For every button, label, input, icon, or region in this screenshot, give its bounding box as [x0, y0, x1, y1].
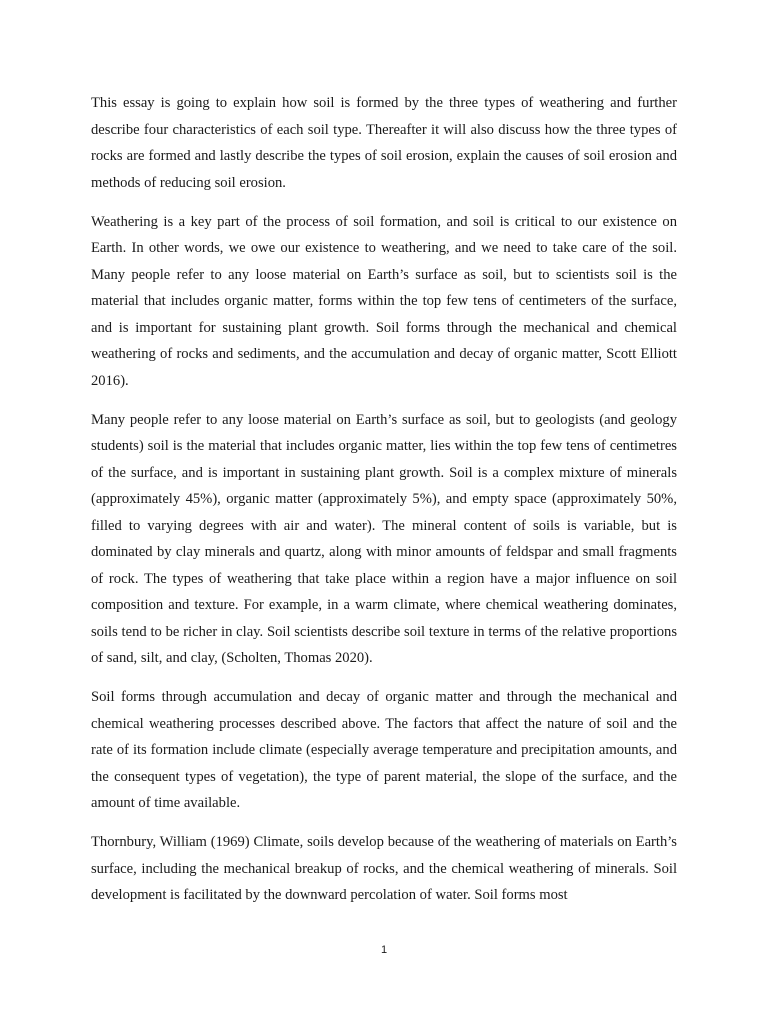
essay-body [91, 90, 677, 921]
paragraph-soil-formation-factors: Soil forms through accumulation and decay of organic matter and through the mechanical and chemical weathering processes described above. The factors that affect the nature of soil and the rate of its formation include climate (especially average temperature and precipitation amounts, and the consequent types of vegetation), the type of parent material, the slope of the surface, and the amount of time available. [91, 689, 677, 811]
paragraph-weathering: Weathering is a key part of the process of soil formation, and soil is critical to our existence on Earth. In other words, we owe our existence to weathering, and we need to take care of the soil. Many people refer to any loose material on Earth’s surface as soil, but to scientists soil is the material that includes organic matter, forms within the top few tens of centimeters of the surface, and is important for sustaining plant growth. Soil forms through the mechanical and chemical weathering of rocks and sediments, and the accumulation and decay of organic matter, Scott Elliott 2016). [91, 213, 677, 389]
paragraph-soil-composition: Many people refer to any loose material on Earth’s surface as soil, but to geologists (and geology students) soil is the material that includes organic matter, lies within the top few tens of centimetres of the surface, and is important in sustaining plant growth. Soil is a complex mixture of minerals (approximately 45%), organic matter (approximately 5%), and empty space (approximately 50%, filled to varying degrees with air and water). The mineral content of soils is variable, but is dominated by clay minerals and quartz, along with minor amounts of feldspar and small fragments of rock. The types of weathering that take place within a region have a major influence on soil composition and texture. For example, in a warm climate, where chemical weathering dominates, soils tend to be richer in clay. Soil scientists describe soil texture in terms of the relative proportions of sand, silt, and clay, (Scholten, Thomas 2020). [91, 411, 677, 666]
paragraph-thornbury-climate: Thornbury, William (1969) Climate, soils develop because of the weathering of materials on Earth’s surface, including the mechanical breakup of rocks, and the chemical weathering of minerals. Soil development is facilitated by the downward percolation of water. Soil forms most [91, 834, 677, 903]
paragraph-introduction: This essay is going to explain how soil is formed by the three types of weathering and further describe four characteristics of each soil type. Thereafter it will also discuss how the three types of rocks are formed and lastly describe the types of soil erosion, explain the causes of soil erosion and methods of reducing soil erosion. [91, 95, 677, 191]
page-number: 1 [380, 944, 388, 956]
